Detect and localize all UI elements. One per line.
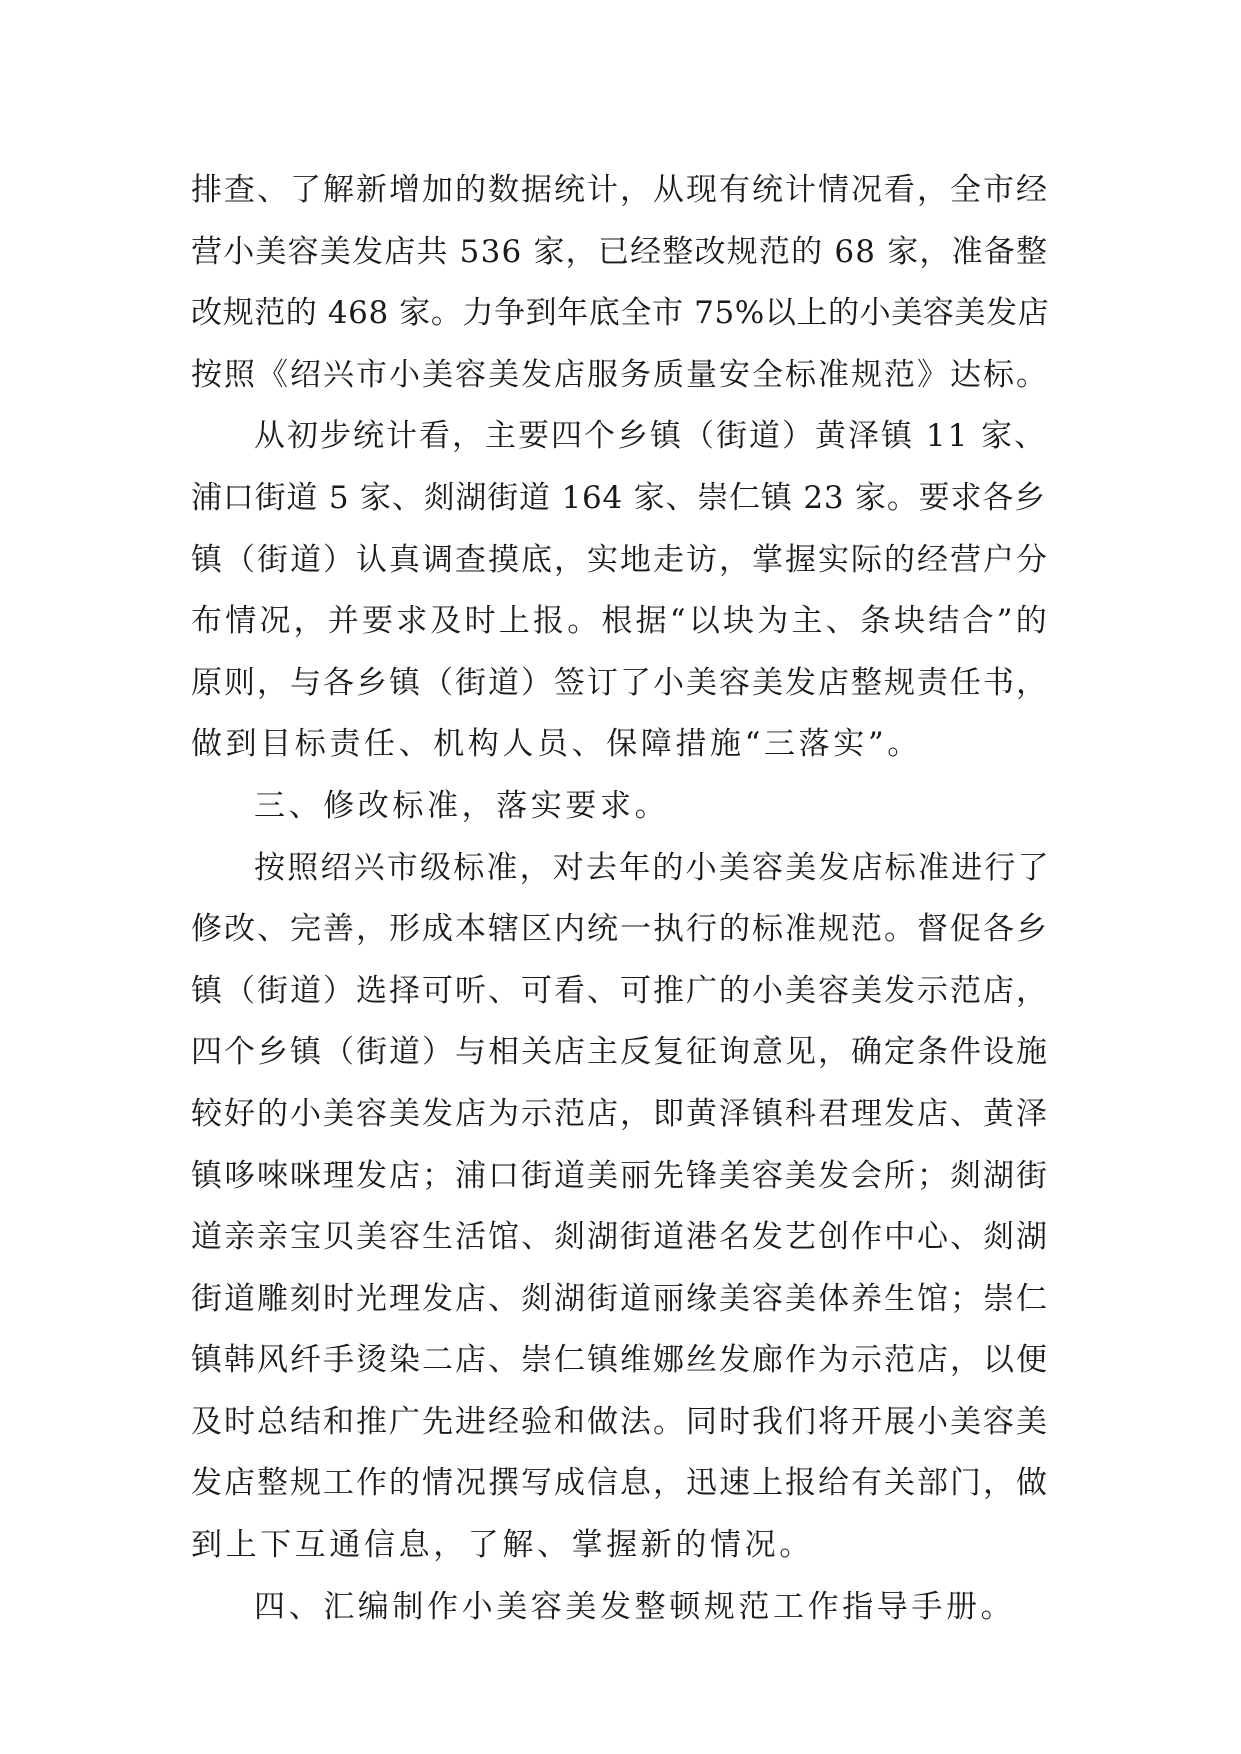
text-line: 浦口街道 5 家、剡湖街道 164 家、崇仁镇 23 家。要求各乡 bbox=[191, 479, 1046, 516]
paragraph-first-line: 从初步统计看，主要四个乡镇（街道）黄泽镇 11 家、 bbox=[254, 418, 1048, 455]
section-heading: 四、汇编制作小美容美发整顿规范工作指导手册。 bbox=[254, 1588, 1016, 1625]
text-line: 营小美容美发店共 536 家，已经整改规范的 68 家，准备整 bbox=[191, 233, 1049, 270]
text-line: 修改、完善，形成本辖区内统一执行的标准规范。督促各乡 bbox=[191, 911, 1049, 948]
text-line: 四个乡镇（街道）与相关店主反复征询意见，确定条件设施 bbox=[191, 1034, 1049, 1071]
text-line: 镇哆唻咪理发店；浦口街道美丽先锋美容美发会所；剡湖街 bbox=[191, 1157, 1049, 1194]
text-line: 道亲亲宝贝美容生活馆、剡湖街道港名发艺创作中心、剡湖 bbox=[191, 1219, 1049, 1256]
section-heading: 三、修改标准，落实要求。 bbox=[254, 787, 670, 824]
text-line: 较好的小美容美发店为示范店，即黄泽镇科君理发店、黄泽 bbox=[191, 1095, 1049, 1132]
text-line: 布情况，并要求及时上报。根据“以块为主、条块结合”的 bbox=[191, 603, 1050, 640]
text-line: 镇（街道）认真调查摸底，实地走访，掌握实际的经营户分 bbox=[191, 541, 1049, 578]
text-line: 排查、了解新增加的数据统计，从现有统计情况看，全市经 bbox=[191, 172, 1049, 208]
body-text bbox=[191, 160, 1051, 1638]
text-line: 按照《绍兴市小美容美发店服务质量安全标准规范》达标。 bbox=[191, 356, 1049, 393]
paragraph-first-line: 按照绍兴市级标准，对去年的小美容美发店标准进行了 bbox=[254, 849, 1051, 886]
text-line: 镇韩风纤手烫染二店、崇仁镇维娜丝发廊作为示范店，以便 bbox=[191, 1342, 1049, 1379]
text-line: 到上下互通信息，了解、掌握新的情况。 bbox=[191, 1527, 814, 1564]
text-line: 做到目标责任、机构人员、保障措施“三落实”。 bbox=[191, 726, 922, 763]
text-line: 及时总结和推广先进经验和做法。同时我们将开展小美容美 bbox=[191, 1403, 1049, 1440]
text-line: 镇（街道）选择可听、可看、可推广的小美容美发示范店， bbox=[191, 972, 1049, 1009]
text-line: 街道雕刻时光理发店、剡湖街道丽缘美容美体养生馆；崇仁 bbox=[191, 1280, 1049, 1317]
text-line: 原则，与各乡镇（街道）签订了小美容美发店整规责任书， bbox=[191, 664, 1049, 701]
text-line: 改规范的 468 家。力争到年底全市 75%以上的小美容美发店 bbox=[191, 295, 1050, 332]
text-line: 发店整规工作的情况撰写成信息，迅速上报给有关部门，做 bbox=[191, 1465, 1049, 1502]
